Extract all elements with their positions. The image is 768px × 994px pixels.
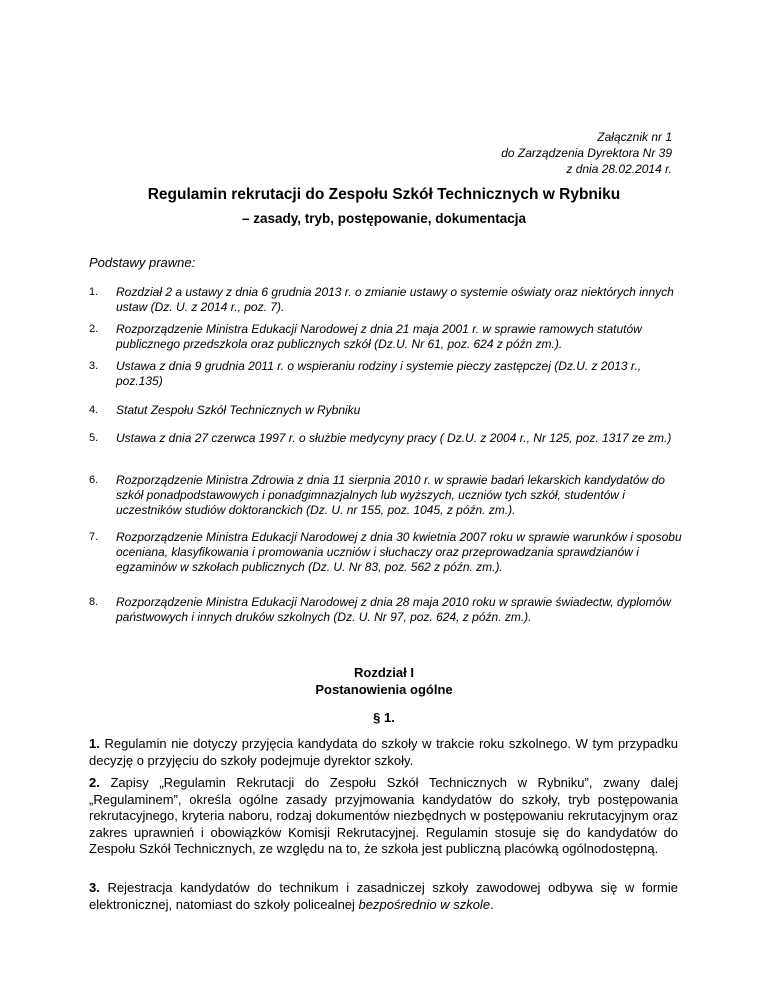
rule-number: 2. (89, 775, 100, 790)
legal-basis-item (89, 595, 689, 625)
document-subtitle: – zasady, tryb, postępowanie, dokumentacja (241, 211, 527, 226)
legal-basis-number: 4. (89, 404, 99, 416)
rule-tail: . (490, 896, 494, 912)
rule-paragraph (89, 736, 678, 769)
legal-basis-item (89, 359, 689, 389)
legal-basis-item (89, 285, 689, 315)
legal-basis-item (89, 403, 689, 418)
annex-line-2: do Zarządzenia Dyrektora Nr 39 (501, 146, 672, 160)
legal-basis-number: 5. (89, 432, 99, 444)
rule-emphasis: bezpośrednio w szkole (358, 896, 491, 912)
annex-header (501, 129, 672, 177)
rule-paragraph (89, 880, 678, 913)
legal-basis-label: Podstawy prawne: (89, 255, 196, 270)
chapter-title: Postanowienia ogólne (315, 682, 453, 697)
rule-number: 3. (89, 880, 100, 895)
legal-basis-text: Rozporządzenie Ministra Zdrowia z dnia 11 sierpnia 2010 r. w sprawie badań lekarskich kandydatów do szkół ponadpodstawowych i ponadgimnazjalnych lub wyższych, uczniów tych szkół, studentów i uczestników studiów doktoranckich (Dz. U. nr 155, poz. 1045, z późn. zm.). (116, 473, 665, 517)
rule-paragraph (89, 775, 678, 858)
annex-line-1: Załącznik nr 1 (597, 130, 672, 144)
legal-basis-number: 7. (89, 531, 99, 543)
annex-line-3: z dnia 28.02.2014 r. (566, 162, 672, 176)
rule-text: Zapisy „Regulamin Rekrutacji do Zespołu Szkół Technicznych w Rybniku”, zwany dalej „Regulaminem”, określa ogólne zasady przyjmowania kandydatów do szkoły, tryb postępowania rekrutacyjnego, kryteria naboru, rodzaj dokumentów niezbędnych w postępowaniu rekrutacyjnym oraz zakres uprawnień i obowiązków Komisji Rekrutacyjnej. Regulamin stosuje się do kandydatów do Zespołu Szkół Technicznych, ze względu na to, że szkoła jest publiczną placówką ogólnodostępną. (89, 775, 678, 857)
legal-basis-text: Rozporządzenie Ministra Edukacji Narodowej z dnia 21 maja 2001 r. w sprawie ramowych statutów publicznego przedszkola oraz publicznych szkół (Dz.U. Nr 61, poz. 624 z późn zm.). (116, 322, 642, 351)
legal-basis-number: 6. (89, 474, 99, 486)
legal-basis-number: 2. (89, 323, 99, 335)
legal-basis-text: Ustawa z dnia 9 grudnia 2011 r. o wspieraniu rodziny i systemie pieczy zastępczej (Dz.U. z 2013 r., poz.135) (116, 359, 642, 388)
section-sign: § 1. (373, 710, 395, 725)
rule-text: Rejestracja kandydatów do technikum i zasadniczej szkoły zawodowej odbywa się w formie elektronicznej, natomiast do szkoły policealnej (89, 880, 678, 912)
chapter-number: Rozdział I (354, 665, 414, 680)
legal-basis-number: 8. (89, 596, 99, 608)
legal-basis-text: Rozdział 2 a ustawy z dnia 6 grudnia 2013 r. o zmianie ustawy o systemie oświaty oraz niektórych innych ustaw (Dz. U. z 2014 r., poz. 7). (116, 285, 674, 314)
legal-basis-item (89, 322, 689, 352)
legal-basis-text: Rozporządzenie Ministra Edukacji Narodowej z dnia 30 kwietnia 2007 roku w sprawie warunków i sposobu oceniana, klasyfikowania i promowania uczniów i słuchaczy oraz przeprowadzania sprawdzianów i egzaminów w szkołach publicznych (Dz. U. Nr 83, poz. 562 z późn. zm.). (116, 530, 682, 574)
legal-basis-number: 1. (89, 286, 99, 298)
legal-basis-item (89, 530, 689, 575)
rule-text: Regulamin nie dotyczy przyjęcia kandydata do szkoły w trakcie roku szkolnego. W tym przypadku decyzję o przyjęciu do szkoły podejmuje dyrektor szkoły. (89, 736, 678, 768)
legal-basis-item (89, 473, 689, 518)
legal-basis-number: 3. (89, 360, 99, 372)
document-title: Regulamin rekrutacji do Zespołu Szkół Technicznych w Rybniku (147, 186, 621, 203)
chapter-heading (0, 664, 768, 698)
legal-basis-text: Statut Zespołu Szkół Technicznych w Rybniku (116, 403, 361, 417)
legal-basis-item (89, 431, 689, 446)
legal-basis-text: Rozporządzenie Ministra Edukacji Narodowej z dnia 28 maja 2010 roku w sprawie świadectw, dyplomów państwowych i innych druków szkolnych (Dz. U. Nr 97, poz. 624, z późn. zm.). (116, 595, 671, 624)
legal-basis-text: Ustawa z dnia 27 czerwca 1997 r. o służbie medycyny pracy ( Dz.U. z 2004 r., Nr 125, poz. 1317 ze zm.) (116, 431, 672, 445)
rule-number: 1. (89, 736, 100, 751)
